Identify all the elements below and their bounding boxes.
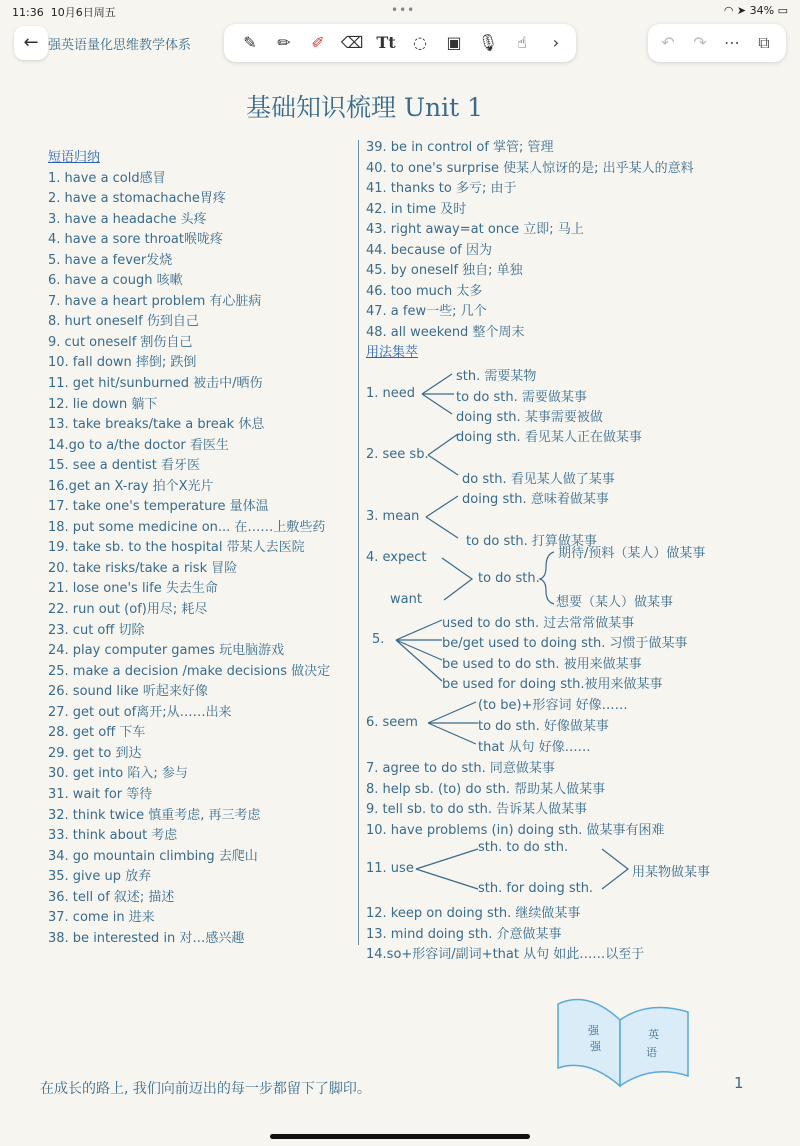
phrase-item: 35. give up 放弃	[48, 869, 152, 885]
phrase-item: 33. think about 考虑	[48, 828, 178, 844]
book-char-2: 强	[590, 1040, 601, 1053]
back-button[interactable]	[14, 26, 48, 60]
phrase-item: 22. run out (of)用尽; 耗尽	[48, 602, 208, 618]
usage-expect-b1: 期待/预料（某人）做某事	[558, 546, 706, 561]
phrase-item: 25. make a decision /make decisions 做决定	[48, 663, 331, 679]
phrase-item: 4. have a sore throat喉咙疼	[48, 232, 223, 248]
text-icon[interactable]: Tt	[376, 33, 396, 52]
top-bar	[0, 22, 800, 62]
page-number: 1	[734, 1074, 744, 1092]
usage-expect-label: 4. expect	[366, 550, 427, 565]
usage-12: 12. keep on doing sth. 继续做某事	[366, 906, 581, 921]
phrase-item: 31. wait for 等待	[48, 786, 153, 802]
phrase-item: 2. have a stomachache胃疼	[48, 191, 226, 207]
usage-heading: 用法集萃	[366, 345, 419, 361]
phrase-item: 16.get an X-ray 拍个X光片	[48, 478, 214, 494]
document-title[interactable]: 强英语量化思维教学体系	[48, 38, 192, 53]
phrase-item: 11. get hit/sunburned 被击中/晒伤	[48, 376, 263, 392]
usage-used-label: 5.	[372, 632, 385, 647]
usage-use-label: 11. use	[366, 861, 414, 876]
phrase-item: 21. lose one's life 失去生命	[48, 581, 218, 597]
right-toolbar	[648, 24, 786, 62]
phrase-item: 28. get off 下车	[48, 725, 146, 741]
marker-icon[interactable]: ✐	[311, 33, 325, 52]
eraser-icon[interactable]: ⌫	[340, 33, 364, 52]
usage-see-b2: do sth. 看见某人做了某事	[462, 472, 615, 487]
phrase-item: 15. see a dentist 看牙医	[48, 458, 201, 474]
usage-mean-b2: to do sth. 打算做某事	[466, 534, 597, 549]
phrase-item: 29. get to 到达	[48, 745, 142, 761]
usage-seem-label: 6. seem	[366, 715, 418, 730]
phrase-item: 42. in time 及时	[366, 201, 467, 217]
usage-expect-middle: to do sth.	[478, 571, 540, 586]
phrase-item: 36. tell of 叙述; 描述	[48, 889, 175, 905]
usage-section	[366, 362, 796, 962]
phrase-item: 6. have a cough 咳嗽	[48, 273, 183, 289]
usage-10: 10. have problems (in) doing sth. 做某事有困难	[366, 823, 665, 838]
phrase-item: 46. too much 太多	[366, 283, 483, 299]
usage-need-b3: doing sth. 某事需要被做	[456, 410, 603, 425]
phrase-item: 9. cut oneself 割伤自己	[48, 334, 193, 350]
usage-13: 13. mind doing sth. 介意做某事	[366, 927, 562, 942]
phrase-item: 24. play computer games 玩电脑游戏	[48, 643, 285, 659]
phrase-item: 48. all weekend 整个周末	[366, 324, 525, 340]
undo-icon[interactable]: ↶	[661, 33, 675, 52]
phrase-list-right	[366, 138, 786, 364]
image-icon[interactable]: ▣	[446, 33, 462, 52]
usage-use-b1: sth. to do sth.	[478, 840, 569, 855]
book-char-4: 语	[646, 1046, 657, 1059]
phrase-item: 13. take breaks/take a break 休息	[48, 417, 265, 433]
phrase-item: 12. lie down 躺下	[48, 396, 158, 412]
home-indicator[interactable]	[270, 1134, 530, 1139]
drawing-toolbar	[224, 24, 576, 62]
phrase-item: 19. take sb. to the hospital 带某人去医院	[48, 540, 305, 556]
usage-seem-b1: (to be)+形容词 好像……	[478, 698, 628, 713]
usage-use-b2: sth. for doing sth.	[478, 881, 594, 896]
bracket-see	[428, 434, 458, 475]
usage-used-b3: be used to do sth. 被用来做某事	[442, 657, 642, 672]
pages-icon[interactable]: ⧉	[758, 33, 770, 52]
mic-icon[interactable]: 🎙	[477, 33, 499, 52]
phrase-item: 40. to one's surprise 使某人惊讶的是; 出乎某人的意料	[366, 160, 694, 176]
open-book-doodle	[548, 990, 698, 1090]
phrase-item: 45. by oneself 独自; 单独	[366, 263, 523, 279]
location-icon: ➤	[736, 4, 747, 17]
usage-see-label: 2. see sb.	[366, 447, 429, 462]
phrase-item: 8. hurt oneself 伤到自己	[48, 314, 199, 330]
phrase-item: 41. thanks to 多亏; 由于	[366, 181, 517, 197]
phrase-item: 34. go mountain climbing 去爬山	[48, 848, 258, 864]
usage-9: 9. tell sb. to do sth. 告诉某人做某事	[366, 802, 588, 817]
phrase-item: 10. fall down 摔倒; 跌倒	[48, 355, 197, 371]
page-title: 基础知识梳理 Unit 1	[246, 93, 484, 122]
usage-8: 8. help sb. (to) do sth. 帮助某人做某事	[366, 782, 606, 797]
phrase-item: 26. sound like 听起来好像	[48, 684, 208, 700]
phrase-item: 17. take one's temperature 量体温	[48, 499, 269, 515]
bracket-expect	[442, 558, 472, 600]
phrase-item: 23. cut off 切除	[48, 622, 145, 638]
footer-quote: 在成长的路上, 我们向前迈出的每一步都留下了脚印。	[40, 1081, 371, 1097]
bracket-use	[416, 849, 478, 889]
phrase-item: 14.go to a/the doctor 看医生	[48, 437, 229, 453]
book-char-1: 强	[588, 1024, 599, 1037]
usage-used-b4: be used for doing sth.被用来做某事	[442, 677, 663, 692]
usage-need-label: 1. need	[366, 386, 416, 401]
hand-icon[interactable]: ☝	[517, 33, 527, 52]
phrase-item: 47. a few一些; 几个	[366, 304, 487, 320]
redo-icon[interactable]: ↷	[693, 33, 707, 52]
phrase-item: 7. have a heart problem 有心脏病	[48, 293, 262, 309]
usage-want-label: want	[390, 592, 422, 607]
usage-14: 14.so+形容词/副词+that 从句 如此……以至于	[366, 947, 645, 962]
phrase-item: 27. get out of离开;从……出来	[48, 704, 232, 720]
phrase-item: 18. put some medicine on... 在……上敷些药	[48, 519, 326, 535]
multitask-dots-icon[interactable]: •••	[391, 3, 416, 17]
usage-seem-b3: that 从句 好像……	[478, 740, 591, 755]
phrase-item: 37. come in 进来	[48, 910, 155, 926]
back-arrow-icon: ←	[23, 32, 39, 53]
phrase-item: 5. have a fever发烧	[48, 252, 173, 268]
usage-expect-b2: 想要（某人）做某事	[556, 595, 674, 610]
phrase-item: 38. be interested in 对…感兴趣	[48, 930, 245, 946]
phrase-item: 44. because of 因为	[366, 242, 492, 258]
brace-expect	[540, 552, 554, 604]
usage-need-b2: to do sth. 需要做某事	[456, 390, 587, 405]
usage-used-b1: used to do sth. 过去常常做某事	[442, 616, 635, 631]
usage-mean-b1: doing sth. 意味着做某事	[462, 492, 609, 507]
phrase-item: 43. right away=at once 立即; 马上	[366, 222, 584, 238]
bracket-mean	[426, 496, 458, 538]
usage-mean-label: 3. mean	[366, 509, 420, 524]
status-right: ◠ ➤ 34% ▭	[723, 4, 788, 17]
phrase-item: 1. have a cold感冒	[48, 170, 166, 186]
pen-icon[interactable]: ✎	[243, 33, 257, 52]
battery-icon: ▭	[777, 4, 788, 17]
usage-need-b1: sth. 需要某物	[456, 369, 537, 384]
chevron-right-icon[interactable]: ›	[552, 33, 560, 52]
usage-7: 7. agree to do sth. 同意做某事	[366, 761, 555, 776]
phrase-item: 30. get into 陷入; 参与	[48, 766, 188, 782]
phrase-item: 32. think twice 慎重考虑, 再三考虑	[48, 807, 261, 823]
book-char-3: 英	[648, 1028, 659, 1041]
wifi-icon: ◠	[723, 4, 734, 17]
phrase-item: 20. take risks/take a risk 冒险	[48, 560, 238, 576]
bracket-seem	[428, 702, 478, 744]
phrase-heading: 短语归纳	[48, 150, 101, 165]
status-time: 11:36 10月6日周五	[12, 6, 116, 19]
phrase-item: 39. be in control of 掌管; 管理	[366, 140, 554, 155]
more-icon[interactable]: ⋯	[724, 33, 740, 52]
usage-seem-b2: to do sth. 好像做某事	[478, 719, 609, 734]
usage-used-b2: be/get used to doing sth. 习惯于做某事	[442, 636, 688, 651]
usage-see-b1: doing sth. 看见某人正在做某事	[456, 430, 642, 445]
lasso-icon[interactable]: ◌	[413, 33, 427, 52]
phrase-list-left	[48, 148, 358, 949]
pencil-icon[interactable]: ✏	[277, 33, 291, 52]
phrase-item: 3. have a headache 头疼	[48, 211, 207, 227]
bracket-use-right	[602, 849, 628, 889]
bracket-need	[422, 374, 454, 414]
usage-use-result: 用某物做某事	[632, 865, 711, 880]
bracket-used	[396, 620, 442, 681]
status-bar	[0, 0, 800, 22]
column-divider	[358, 140, 359, 945]
